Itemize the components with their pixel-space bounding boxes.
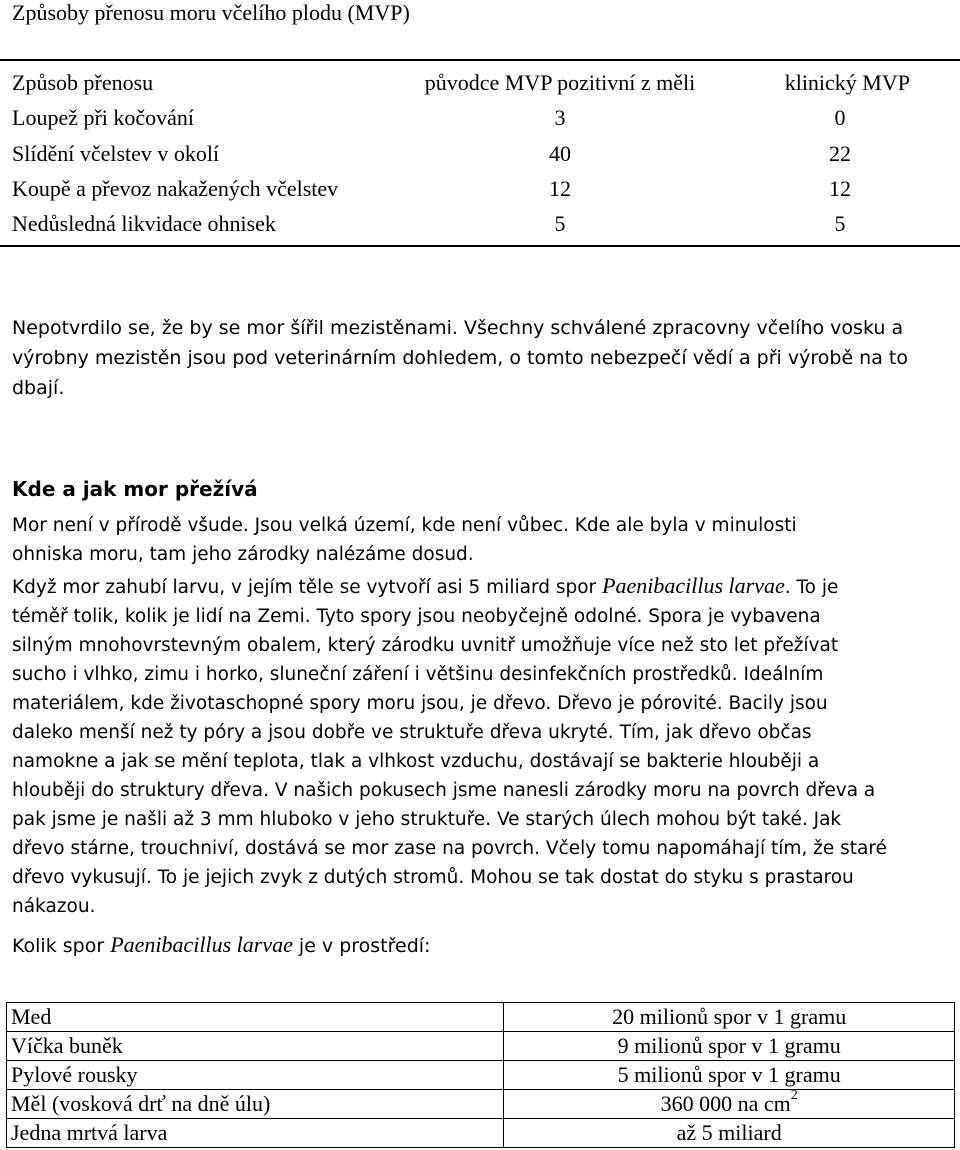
table-row-clinical: 12 [829, 176, 851, 201]
paragraph-line: dřevo vykusují. To je jejich zvyk z dutých stromů. Mohou se tak dostat do styku s prastarou [12, 867, 854, 888]
table-bottom-rule [0, 245, 960, 247]
spore-count: 360 000 na cm [660, 1091, 791, 1116]
page-title: Způsoby přenosu moru včelího plodu (MVP) [12, 0, 410, 25]
table-header-pathogen: původce MVP pozitivní z měli [424, 70, 696, 95]
spore-source: Jedna mrtvá larva [7, 1119, 504, 1148]
spore-source: Med [7, 1003, 504, 1032]
paragraph-line: materiálem, kde životaschopné spory moru jsou, je dřevo. Dřevo je pórovité. Bacily jsou [12, 693, 828, 714]
title-text: je v prostředí: [292, 935, 431, 957]
spore-source: Pylové rousky [7, 1061, 504, 1090]
spore-count: 20 milionů spor v 1 gramu [504, 1003, 955, 1032]
spore-count: 5 milionů spor v 1 gramu [504, 1061, 955, 1090]
table-header-method: Způsob přenosu [12, 70, 154, 95]
paragraph-line: hlouběji do struktury dřeva. V našich pokusech jsme nanesli zárodky moru na povrch dřeva a [12, 780, 876, 801]
paragraph-line: ohniska moru, tam jeho zárodky nalézáme dosud. [12, 544, 474, 565]
spore-count: až 5 miliard [504, 1119, 955, 1148]
table-row-clinical: 5 [834, 211, 846, 236]
table-top-rule [0, 59, 960, 61]
table-row-method: Nedůsledná likvidace ohnisek [12, 211, 276, 236]
spore-count: 9 milionů spor v 1 gramu [504, 1032, 955, 1061]
table-row [7, 1119, 955, 1148]
line-text: . To je [784, 577, 839, 598]
table-row [7, 1003, 955, 1032]
survival-paragraph-1 [12, 511, 952, 569]
table-row-pathogen: 3 [554, 105, 566, 130]
spore-source: Měl (vosková drť na dně úlu) [7, 1090, 504, 1119]
table-row [7, 1090, 955, 1119]
paragraph-line: silným mnohovrstevným obalem, který zárodku uvnitř umožňuje více než sto let přežívat [12, 635, 839, 656]
paragraph-line: daleko menší než ty póry a jsou dobře ve struktuře dřeva ukryté. Tím, jak dřevo občas [12, 722, 812, 743]
species-name: Paenibacillus larvae [110, 932, 293, 957]
species-name: Paenibacillus larvae [602, 573, 785, 598]
table-row-clinical: 22 [829, 141, 851, 166]
table-row-pathogen: 40 [549, 141, 571, 166]
title-text: Kolik spor [12, 935, 111, 957]
paragraph-line [12, 571, 952, 602]
table-row-method: Slídění včelstev v okolí [12, 141, 220, 166]
line-text: Když mor zahubí larvu, v jejím těle se vytvoří asi 5 miliard spor [12, 577, 603, 598]
survival-paragraph-2 [12, 571, 952, 921]
paragraph-line: pak jsme je našli až 3 mm hluboko v jeho struktuře. Ve starých úlech mohou být také. Jak [12, 809, 842, 830]
table-row-pathogen: 12 [549, 176, 571, 201]
table-row-method: Loupež při kočování [12, 105, 195, 130]
paragraph-line: namokne a jak se mění teplota, tlak a vlhkost vzduchu, dostávají se bakterie hlouběji a [12, 751, 820, 772]
spore-source: Víčka buněk [7, 1032, 504, 1061]
section-heading: Kde a jak mor přežívá [12, 477, 258, 501]
paragraph-line: téměř tolik, kolik je lidí na Zemi. Tyto spory jsou neobyčejně odolné. Spora je vybavena [12, 606, 821, 627]
table-row-method: Koupě a převoz nakažených včelstev [12, 176, 339, 201]
spores-table [6, 1002, 955, 1148]
table-row [7, 1032, 955, 1061]
spores-title [12, 932, 430, 958]
table-row-clinical: 0 [834, 105, 846, 130]
superscript: 2 [790, 1087, 798, 1103]
spore-count-cell [504, 1087, 955, 1119]
table-row-pathogen: 5 [554, 211, 566, 236]
table-row [7, 1061, 955, 1090]
paragraph-line: sucho i vlhko, zimu i horko, sluneční záření i většinu desinfekčních prostředků. Ideálním [12, 664, 824, 685]
paragraph-line: nákazou. [12, 896, 96, 917]
paragraph-line: Mor není v přírodě všude. Jsou velká území, kde není vůbec. Kde ale byla v minulosti [12, 515, 797, 536]
foundation-paragraph: Nepotvrdilo se, že by se mor šířil mezistěnami. Všechny schválené zpracovny včelího vosku a výrobny mezistěn jsou pod veterinárním dohledem, o tomto nebezpečí vědí a při výrobě na to dbají. [12, 317, 908, 399]
paragraph-line: dřevo stárne, trouchniví, dostává se mor zase na povrch. Včely tomu napomáhají tím, že staré [12, 838, 887, 859]
table-header-clinical: klinický MVP [784, 70, 910, 95]
